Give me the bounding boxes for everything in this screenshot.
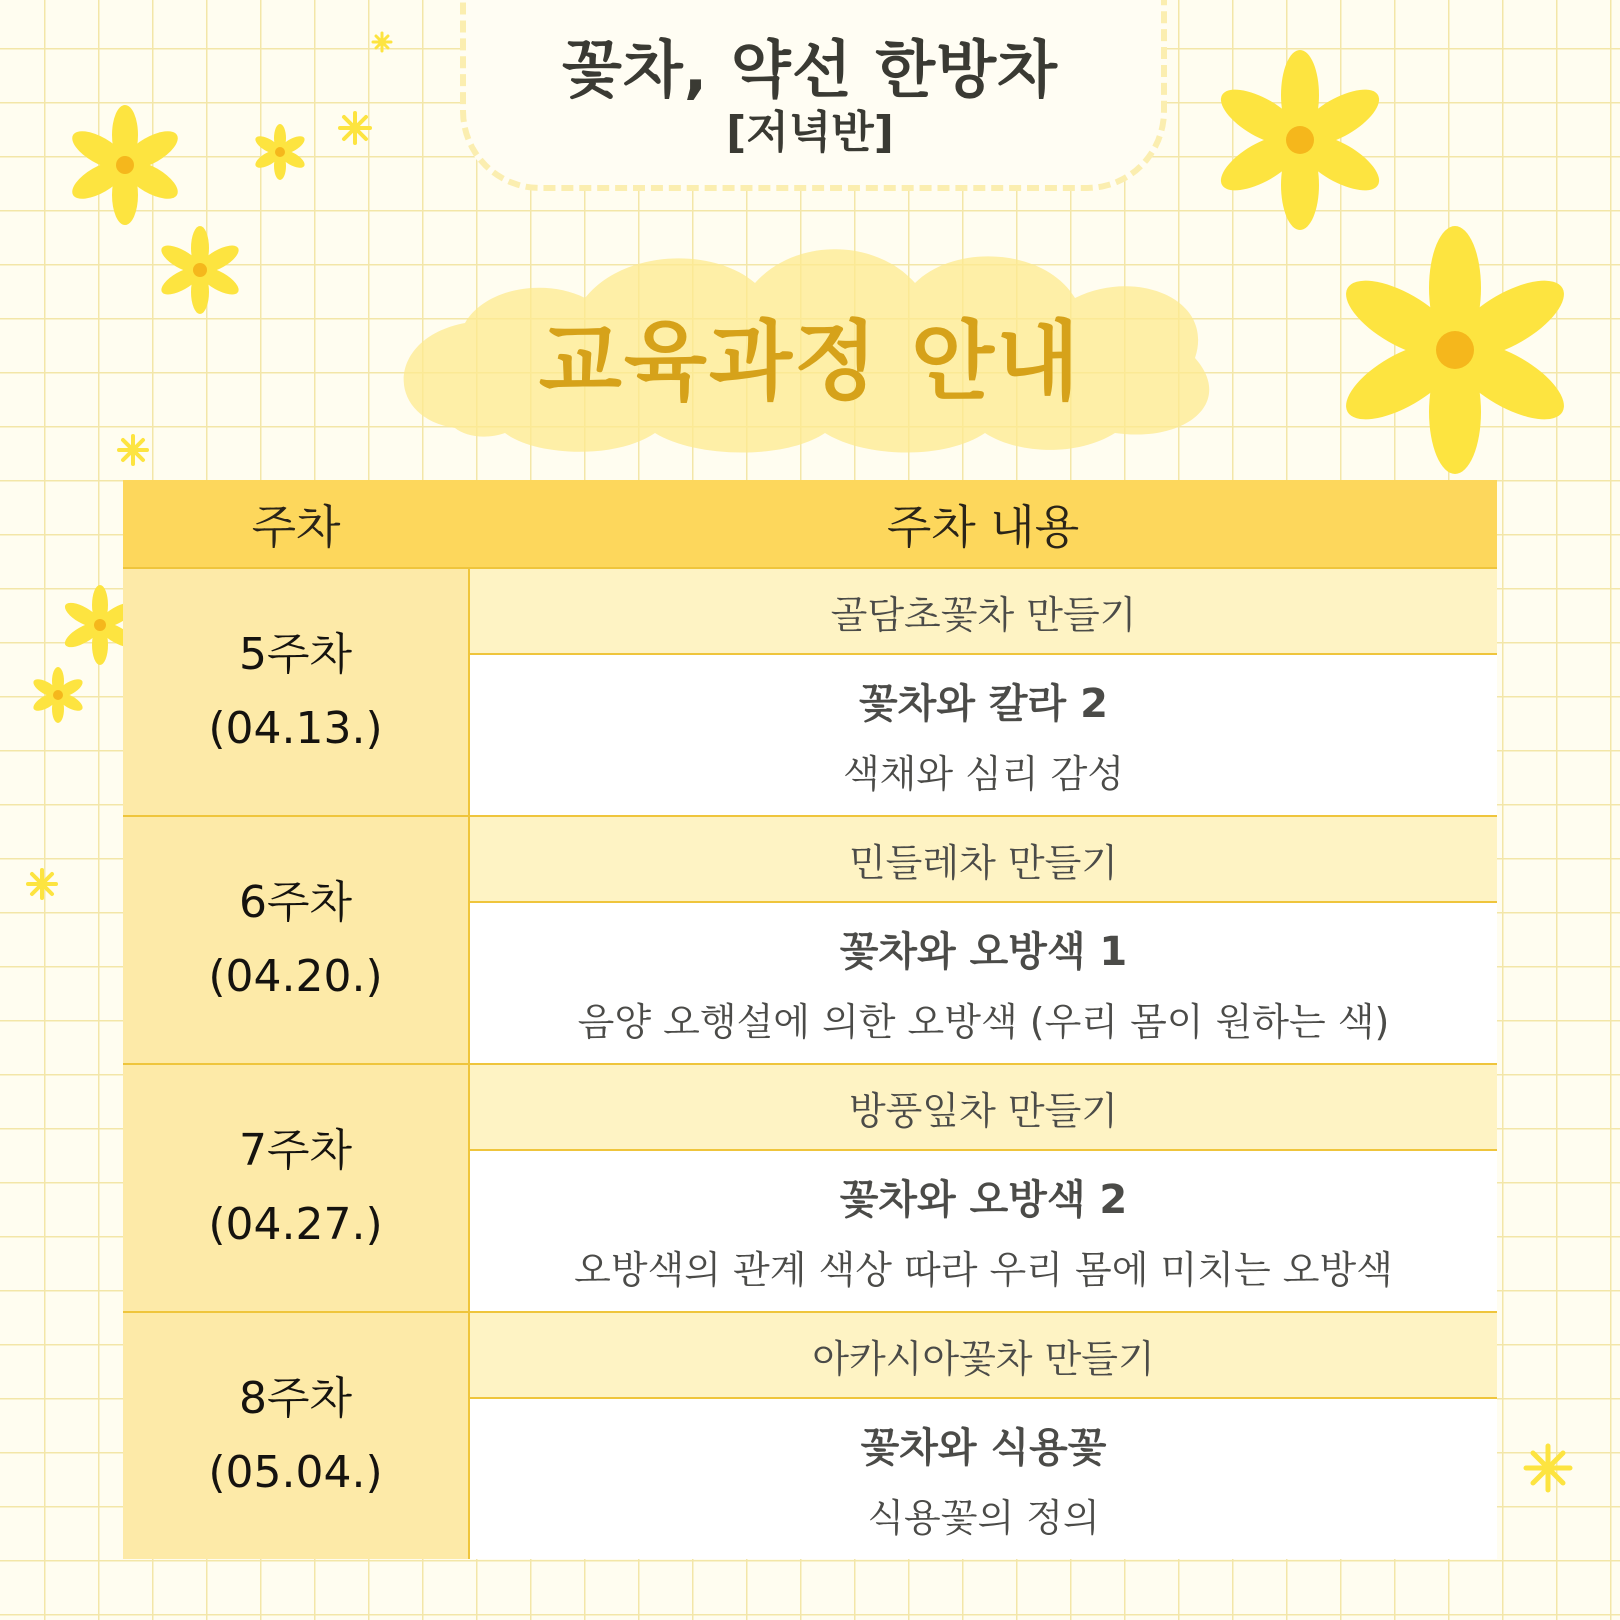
week-date: (04.27.) <box>208 1199 383 1250</box>
week-label: 6주차 <box>238 877 352 928</box>
header-week: 주차 <box>123 480 469 568</box>
detail-desc: 색채와 심리 감성 <box>842 752 1125 796</box>
table-header-row <box>123 480 1497 568</box>
week-date: (04.13.) <box>208 703 383 754</box>
week-cell <box>123 1064 469 1312</box>
topic-cell: 민들레차 만들기 <box>469 816 1497 902</box>
sparkle-icon <box>115 432 151 468</box>
sparkle-icon <box>370 30 394 54</box>
section-heading: 교육과정 안내 <box>538 312 1082 412</box>
flower-icon <box>250 122 310 182</box>
flower-icon <box>65 105 185 225</box>
week-cell <box>123 1312 469 1559</box>
week-label: 7주차 <box>238 1125 352 1176</box>
week-label: 5주차 <box>238 629 352 680</box>
detail-desc: 식용꽃의 정의 <box>867 1496 1100 1540</box>
week-date: (04.20.) <box>208 951 383 1002</box>
curriculum-table <box>123 480 1497 1559</box>
sparkle-icon <box>335 108 375 148</box>
flower-icon <box>28 665 88 725</box>
week-cell <box>123 816 469 1064</box>
table-row <box>123 568 1497 654</box>
week-date: (05.04.) <box>208 1447 383 1498</box>
sparkle-icon <box>24 866 60 902</box>
detail-cell <box>469 654 1497 816</box>
detail-desc: 음양 오행설에 의한 오방색 (우리 몸이 원하는 색) <box>577 1000 1390 1044</box>
detail-title: 꽃차와 식용꽃 <box>860 1425 1107 1471</box>
detail-title: 꽃차와 오방색 2 <box>839 1177 1128 1223</box>
detail-cell <box>469 1150 1497 1312</box>
detail-cell <box>469 1398 1497 1559</box>
detail-title: 꽃차와 칼라 2 <box>859 681 1108 727</box>
detail-desc: 오방색의 관계 색상 따라 우리 몸에 미치는 오방색 <box>574 1248 1393 1292</box>
topic-cell: 골담초꽃차 만들기 <box>469 568 1497 654</box>
detail-cell <box>469 902 1497 1064</box>
week-cell <box>123 568 469 816</box>
flower-icon <box>1325 220 1585 480</box>
week-label: 8주차 <box>238 1373 352 1424</box>
header-content: 주차 내용 <box>469 480 1497 568</box>
page-title: 꽃차, 약선 한방차 <box>562 33 1058 106</box>
table-row <box>123 1312 1497 1398</box>
table-row <box>123 816 1497 902</box>
detail-title: 꽃차와 오방색 1 <box>839 929 1128 975</box>
page-subtitle: [저녁반] <box>726 107 894 158</box>
topic-cell: 방풍잎차 만들기 <box>469 1064 1497 1150</box>
topic-cell: 아카시아꽃차 만들기 <box>469 1312 1497 1398</box>
flower-icon <box>1205 45 1395 235</box>
table-row <box>123 1064 1497 1150</box>
sparkle-icon <box>1520 1440 1576 1496</box>
flower-icon <box>155 225 245 315</box>
